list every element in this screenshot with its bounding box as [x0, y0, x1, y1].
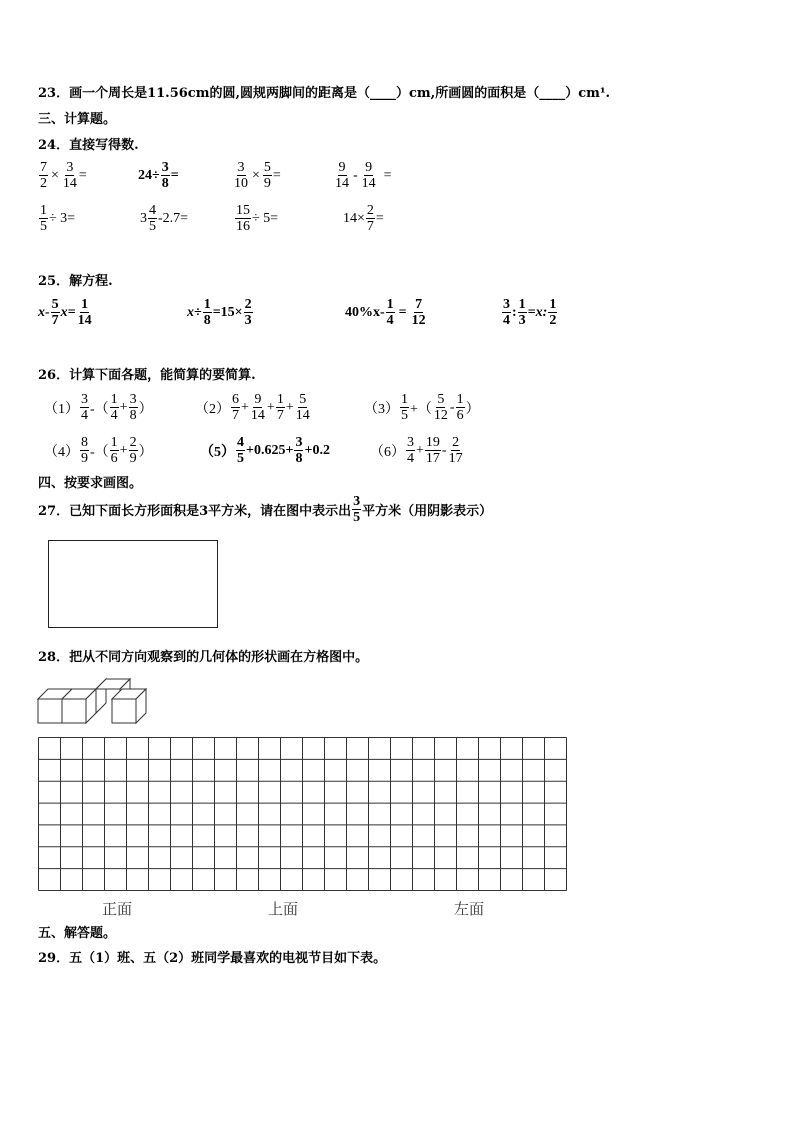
- numerator: 1: [276, 392, 284, 407]
- operator: ）: [138, 444, 153, 460]
- denominator: 3: [244, 313, 252, 328]
- operator: +（: [410, 401, 432, 417]
- fraction: [244, 297, 253, 328]
- denominator: 14: [250, 408, 265, 423]
- q24-expr-2: [138, 160, 179, 191]
- numerator: 1: [456, 392, 464, 407]
- q25-equation-1: [38, 297, 94, 328]
- fraction: [129, 435, 138, 466]
- grid-lines: [39, 738, 567, 891]
- fraction: [502, 297, 511, 328]
- denominator: 6: [456, 408, 464, 423]
- numerator: 3: [161, 160, 169, 175]
- fraction: [231, 392, 240, 423]
- q25-equation-4: [501, 297, 558, 328]
- expr-prefix: 3: [140, 210, 147, 226]
- operator: ×: [252, 167, 260, 183]
- denominator: 14: [361, 176, 376, 191]
- fraction: [203, 297, 212, 328]
- numerator: 3: [295, 435, 303, 450]
- q26-problem-3: [364, 392, 480, 423]
- denominator: 14: [62, 176, 77, 191]
- numerator: 1: [518, 297, 526, 312]
- question-27: [38, 494, 492, 525]
- question-24-title: 24．直接写得数.: [38, 138, 139, 153]
- q26-problem-4: [44, 435, 153, 466]
- numerator: 6: [232, 392, 239, 407]
- denominator: 4: [81, 408, 88, 423]
- square-grid[interactable]: [38, 737, 567, 891]
- numerator: 1: [40, 203, 47, 218]
- operator: -（: [90, 401, 109, 417]
- fraction: [400, 392, 409, 423]
- denominator: 4: [110, 408, 118, 423]
- expr-middle: =: [398, 304, 407, 320]
- numerator: 5: [263, 160, 271, 175]
- expr-prefix: 40%x-: [345, 304, 385, 320]
- problem-label: （6）: [370, 444, 405, 460]
- cube-figure-drawing: [38, 679, 146, 723]
- fraction: [161, 160, 170, 191]
- section-heading-calc: 三、计算题。: [38, 112, 117, 127]
- denominator: 9: [81, 451, 88, 466]
- fraction: [295, 392, 311, 423]
- denominator: 2: [40, 176, 47, 191]
- fraction: [366, 203, 375, 234]
- expr-middle: =x:: [527, 304, 548, 320]
- numerator: 7: [40, 160, 47, 175]
- numerator: 9: [365, 160, 373, 175]
- expr-middle: =15×: [212, 304, 243, 320]
- q25-equation-3: [345, 297, 428, 328]
- numerator: 3: [407, 435, 414, 450]
- q24-expr-5: [38, 203, 75, 234]
- q24-expr-8: [343, 203, 384, 234]
- denominator: 8: [295, 451, 303, 466]
- fraction: [263, 160, 272, 191]
- expr-prefix: 14×: [343, 210, 365, 226]
- question-26-title: 26．计算下面各题，能简算的要简算.: [38, 368, 256, 383]
- operator: +: [119, 442, 128, 458]
- question-28: 28．把从不同方向观察到的几何体的形状画在方格图中。: [38, 650, 369, 665]
- denominator: 3: [518, 313, 526, 328]
- denominator: 8: [129, 408, 137, 423]
- numerator: 3: [237, 160, 245, 175]
- fraction: [233, 160, 249, 191]
- denominator: 9: [129, 451, 137, 466]
- operator: +: [266, 399, 275, 415]
- numerator: 9: [254, 392, 262, 407]
- view-label-top: 上面: [268, 900, 299, 918]
- equals-sign: =: [375, 210, 384, 226]
- fraction: [433, 392, 449, 423]
- expr-suffix: ÷ 5=: [252, 210, 279, 226]
- fraction: [548, 297, 557, 328]
- denominator: 5: [149, 219, 156, 234]
- denominator: 7: [232, 408, 239, 423]
- fraction: [334, 160, 350, 191]
- numerator: 2: [452, 435, 460, 450]
- q26-problem-2: [195, 392, 312, 423]
- operator: +: [285, 399, 294, 415]
- denominator: 4: [407, 451, 414, 466]
- fraction: [110, 392, 119, 423]
- q24-expr-3: [232, 160, 281, 191]
- operator: -: [353, 167, 358, 183]
- fraction: [448, 435, 464, 466]
- denominator: 16: [236, 219, 250, 234]
- denominator: 7: [366, 219, 374, 234]
- operator: +: [416, 442, 424, 458]
- numerator: 3: [66, 160, 74, 175]
- fraction: [276, 392, 285, 423]
- numerator: 2: [244, 297, 252, 312]
- denominator: 5: [40, 219, 47, 234]
- fraction: [236, 435, 245, 466]
- numerator: 7: [415, 297, 423, 312]
- cube-figure: [36, 672, 156, 728]
- operator: ×: [51, 167, 59, 183]
- view-label-left: 左面: [454, 900, 485, 918]
- section-heading-drawing: 四、按要求画图。: [38, 476, 143, 491]
- ratio-sign: :: [512, 304, 517, 320]
- denominator: 5: [237, 451, 244, 466]
- fraction: [51, 297, 60, 328]
- expr-prefix: x÷: [187, 304, 202, 320]
- operator: +: [241, 399, 249, 415]
- fraction: [235, 203, 251, 234]
- equals-sign: =: [170, 167, 179, 183]
- fraction: [62, 160, 78, 191]
- numerator: 2: [129, 435, 137, 450]
- numerator: 1: [110, 435, 118, 450]
- equals-sign: =: [383, 167, 392, 183]
- q24-expr-1: [38, 160, 87, 191]
- section-heading-solve: 五、解答题。: [38, 926, 117, 941]
- equals-sign: =: [272, 167, 281, 183]
- expr-middle: x=: [60, 304, 76, 320]
- question-23: 23．画一个周长是11.56cm的圆,圆规两脚间的距离是（____）cm,所画圆的面积是（____）cm¹.: [38, 86, 611, 101]
- operator: -: [441, 442, 447, 458]
- q26-problem-1: [44, 392, 153, 423]
- numerator: 3: [353, 494, 361, 509]
- operator: +: [119, 399, 128, 415]
- fraction: [386, 297, 395, 328]
- denominator: 17: [425, 451, 440, 466]
- numerator: 5: [437, 392, 445, 407]
- problem-label: （3）: [364, 401, 399, 417]
- fraction: [411, 297, 427, 328]
- q25-equation-2: [187, 297, 254, 328]
- expr-suffix: -2.7=: [158, 210, 189, 226]
- fraction: [406, 435, 415, 466]
- fraction: [110, 435, 119, 466]
- expr-suffix: ÷ 3=: [49, 210, 76, 226]
- denominator: 9: [263, 176, 271, 191]
- operator: +0.625+: [246, 442, 294, 458]
- fraction: [80, 392, 89, 423]
- drawing-rectangle[interactable]: [48, 540, 218, 628]
- fraction: [80, 435, 89, 466]
- numerator: 1: [203, 297, 211, 312]
- operator: +0.2: [304, 442, 330, 458]
- fraction: [129, 392, 138, 423]
- q24-expr-4: [333, 160, 392, 191]
- denominator: 7: [51, 313, 59, 328]
- expr-prefix: x-: [38, 304, 50, 320]
- problem-label: （5）: [200, 444, 235, 460]
- fraction: [425, 435, 441, 466]
- denominator: 6: [110, 451, 118, 466]
- fraction: [456, 392, 465, 423]
- fraction: [148, 203, 157, 234]
- numerator: 1: [81, 297, 89, 312]
- operator: ）: [138, 401, 153, 417]
- numerator: 1: [549, 297, 557, 312]
- denominator: 14: [335, 176, 349, 191]
- denominator: 12: [433, 408, 448, 423]
- question-25-title: 25．解方程.: [38, 274, 113, 289]
- denominator: 5: [353, 510, 361, 525]
- denominator: 14: [295, 408, 310, 423]
- numerator: 15: [236, 203, 250, 218]
- numerator: 3: [129, 392, 137, 407]
- q26-problem-5: [200, 435, 330, 466]
- numerator: 1: [401, 392, 408, 407]
- numerator: 4: [149, 203, 156, 218]
- numerator: 1: [386, 297, 394, 312]
- numerator: 9: [338, 160, 346, 175]
- denominator: 4: [386, 313, 394, 328]
- denominator: 14: [77, 313, 92, 328]
- fraction: [39, 203, 48, 234]
- denominator: 8: [203, 313, 211, 328]
- denominator: 12: [411, 313, 426, 328]
- numerator: 3: [81, 392, 88, 407]
- denominator: 8: [161, 176, 169, 191]
- denominator: 17: [448, 451, 463, 466]
- numerator: 8: [81, 435, 88, 450]
- fraction: [361, 160, 377, 191]
- denominator: 5: [401, 408, 408, 423]
- q24-expr-6: [140, 203, 188, 234]
- q26-problem-6: [370, 435, 465, 466]
- denominator: 7: [276, 408, 284, 423]
- operator: ）: [465, 401, 480, 417]
- fraction: [518, 297, 527, 328]
- question-text: 平方米（用阴影表示）: [362, 504, 493, 519]
- question-29: 29．五（1）班、五（2）班同学最喜欢的电视节目如下表。: [38, 951, 387, 966]
- problem-label: （2）: [195, 401, 230, 417]
- problem-label: （1）: [44, 401, 79, 417]
- expr-prefix: 24÷: [138, 167, 160, 183]
- operator: -: [449, 399, 455, 415]
- numerator: 3: [503, 297, 510, 312]
- view-label-front: 正面: [102, 900, 133, 918]
- denominator: 10: [234, 176, 248, 191]
- numerator: 5: [299, 392, 307, 407]
- fraction: [39, 160, 48, 191]
- numerator: 5: [51, 297, 59, 312]
- fraction: [77, 297, 93, 328]
- problem-label: （4）: [44, 444, 79, 460]
- equals-sign: =: [78, 167, 87, 183]
- fraction: [250, 392, 266, 423]
- fraction: [294, 435, 303, 466]
- numerator: 19: [425, 435, 440, 450]
- operator: -（: [90, 444, 109, 460]
- numerator: 4: [237, 435, 244, 450]
- numerator: 1: [110, 392, 118, 407]
- denominator: 2: [549, 313, 557, 328]
- question-text: 27．已知下面长方形面积是3平方米，请在图中表示出: [38, 504, 352, 519]
- denominator: 4: [503, 313, 510, 328]
- fraction: [352, 494, 361, 525]
- q24-expr-7: [234, 203, 278, 234]
- numerator: 2: [366, 203, 374, 218]
